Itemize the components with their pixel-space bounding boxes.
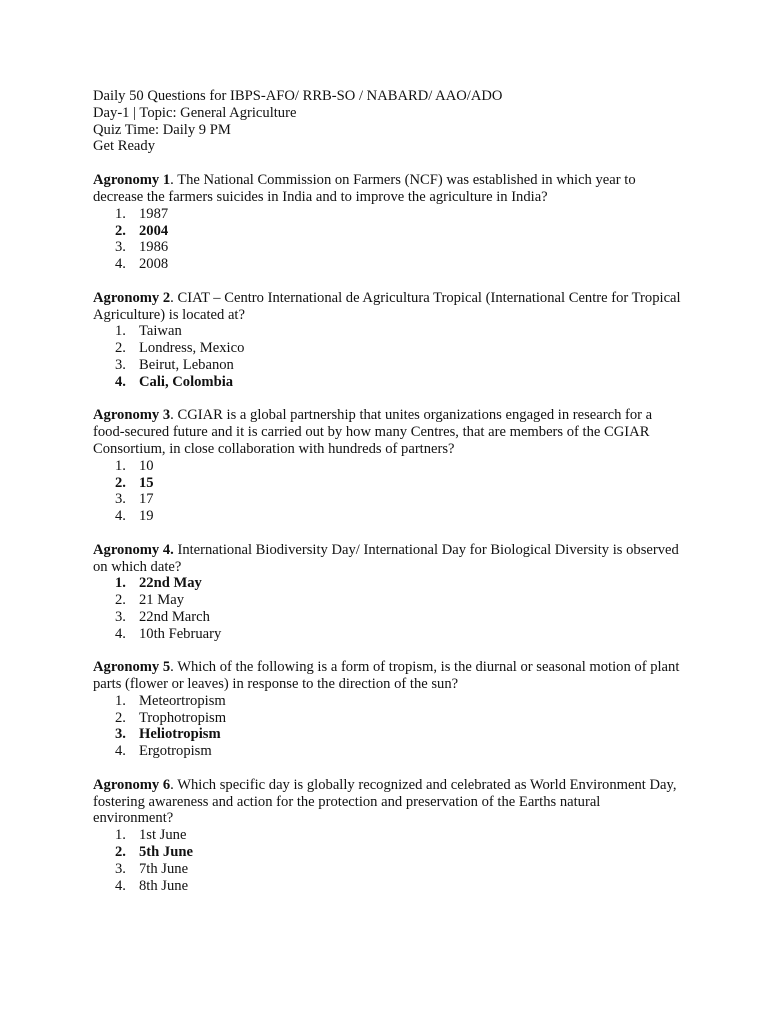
option-item xyxy=(93,827,683,844)
question-5 xyxy=(93,659,683,760)
option-number: 4. xyxy=(115,625,126,642)
option-list xyxy=(93,323,683,390)
option-text: 10th February xyxy=(139,625,222,642)
option-item xyxy=(93,239,683,256)
option-item xyxy=(93,609,683,626)
question-label: Agronomy 6 xyxy=(93,776,171,793)
question-text xyxy=(93,777,683,827)
option-item-correct xyxy=(93,575,683,592)
option-item-correct xyxy=(93,475,683,492)
option-item xyxy=(93,323,683,340)
question-body: International Biodiversity Day/ International Day for Biological Diversity is observed on which date? xyxy=(93,541,679,575)
option-text: 17 xyxy=(139,491,154,508)
option-item xyxy=(93,206,683,223)
option-text: 19 xyxy=(139,508,154,525)
option-item xyxy=(93,861,683,878)
option-number: 4. xyxy=(115,256,126,273)
option-text: Beirut, Lebanon xyxy=(139,356,234,373)
option-item-correct xyxy=(93,223,683,240)
question-3 xyxy=(93,407,683,525)
option-number: 4. xyxy=(115,373,126,390)
option-item xyxy=(93,256,683,273)
option-text: Londress, Mexico xyxy=(139,340,245,357)
option-text: 1st June xyxy=(139,827,187,844)
option-number: 1. xyxy=(115,205,126,222)
option-item xyxy=(93,878,683,895)
option-text: 21 May xyxy=(139,592,184,609)
option-number: 1. xyxy=(115,323,126,340)
document-page xyxy=(93,88,683,911)
option-item xyxy=(93,508,683,525)
option-number: 3. xyxy=(115,726,126,743)
option-text: 22nd March xyxy=(139,608,210,625)
option-text: Ergotropism xyxy=(139,743,212,760)
question-text xyxy=(93,659,683,693)
option-text: Heliotropism xyxy=(139,726,221,743)
option-item xyxy=(93,592,683,609)
question-label: Agronomy 1 xyxy=(93,172,171,189)
option-item xyxy=(93,626,683,643)
option-text: 5th June xyxy=(139,844,193,861)
header-day-topic: Day-1 | Topic: General Agriculture xyxy=(93,104,297,121)
option-number: 2. xyxy=(115,592,126,609)
option-item-correct xyxy=(93,374,683,391)
option-list xyxy=(93,827,683,894)
option-text: 2004 xyxy=(139,222,169,239)
question-body: . CIAT – Centro International de Agricultura Tropical (International Centre for Tropical Agriculture) is located at? xyxy=(93,289,681,323)
option-item xyxy=(93,743,683,760)
option-text: 8th June xyxy=(139,877,189,894)
option-number: 4. xyxy=(115,877,126,894)
option-text: 1986 xyxy=(139,239,169,256)
option-item xyxy=(93,340,683,357)
question-label: Agronomy 5 xyxy=(93,659,171,676)
question-text xyxy=(93,290,683,324)
option-text: Meteortropism xyxy=(139,692,226,709)
option-number: 1. xyxy=(115,692,126,709)
question-body: . Which specific day is globally recognized and celebrated as World Environment Day, fostering awareness and action for the protection and preservation of the Earths natural environment? xyxy=(93,776,677,827)
option-item-correct xyxy=(93,844,683,861)
question-label: Agronomy 2 xyxy=(93,289,171,306)
option-list xyxy=(93,458,683,525)
question-6 xyxy=(93,777,683,895)
option-text: 15 xyxy=(139,474,154,491)
option-number: 2. xyxy=(115,340,126,357)
option-item xyxy=(93,458,683,475)
option-text: 10 xyxy=(139,457,154,474)
option-text: Trophotropism xyxy=(139,709,227,726)
option-text: Cali, Colombia xyxy=(139,373,234,390)
option-number: 3. xyxy=(115,860,126,877)
option-number: 2. xyxy=(115,709,126,726)
option-text: 22nd May xyxy=(139,575,202,592)
option-number: 1. xyxy=(115,575,126,592)
option-number: 2. xyxy=(115,222,126,239)
question-2 xyxy=(93,290,683,391)
option-text: 2008 xyxy=(139,256,169,273)
option-list xyxy=(93,693,683,760)
question-1 xyxy=(93,172,683,273)
question-body: . CGIAR is a global partnership that unites organizations engaged in research for a food-secured future and it is carried out by how many Centres, that are members of the CGIAR Consortium, in close collaboration with hundreds of partners? xyxy=(93,407,653,457)
option-item xyxy=(93,357,683,374)
document-header xyxy=(93,88,683,155)
option-text: 1987 xyxy=(139,205,169,222)
option-number: 3. xyxy=(115,491,126,508)
question-label: Agronomy 4. xyxy=(93,541,174,558)
option-item-correct xyxy=(93,726,683,743)
question-label: Agronomy 3 xyxy=(93,407,171,424)
option-text: Taiwan xyxy=(139,323,182,340)
option-number: 3. xyxy=(115,608,126,625)
option-item xyxy=(93,710,683,727)
option-list xyxy=(93,575,683,642)
option-list xyxy=(93,206,683,273)
option-number: 3. xyxy=(115,239,126,256)
header-get-ready: Get Ready xyxy=(93,138,156,155)
question-4 xyxy=(93,542,683,643)
option-number: 2. xyxy=(115,844,126,861)
option-text: 7th June xyxy=(139,860,189,877)
option-number: 4. xyxy=(115,508,126,525)
option-number: 3. xyxy=(115,356,126,373)
question-text xyxy=(93,407,683,457)
option-item xyxy=(93,693,683,710)
question-text xyxy=(93,542,683,576)
option-number: 1. xyxy=(115,457,126,474)
question-body: . The National Commission on Farmers (NCF) was established in which year to decrease the farmers suicides in India and to improve the agriculture in India? xyxy=(93,172,636,205)
option-number: 4. xyxy=(115,743,126,760)
question-body: . Which of the following is a form of tropism, is the diurnal or seasonal motion of plant parts (flower or leaves) in response to the direction of the sun? xyxy=(93,659,680,693)
header-title: Daily 50 Questions for IBPS-AFO/ RRB-SO / NABARD/ AAO/ADO xyxy=(93,88,503,104)
option-number: 1. xyxy=(115,827,126,844)
header-quiz-time: Quiz Time: Daily 9 PM xyxy=(93,121,231,138)
option-item xyxy=(93,491,683,508)
question-text xyxy=(93,172,683,206)
option-number: 2. xyxy=(115,474,126,491)
